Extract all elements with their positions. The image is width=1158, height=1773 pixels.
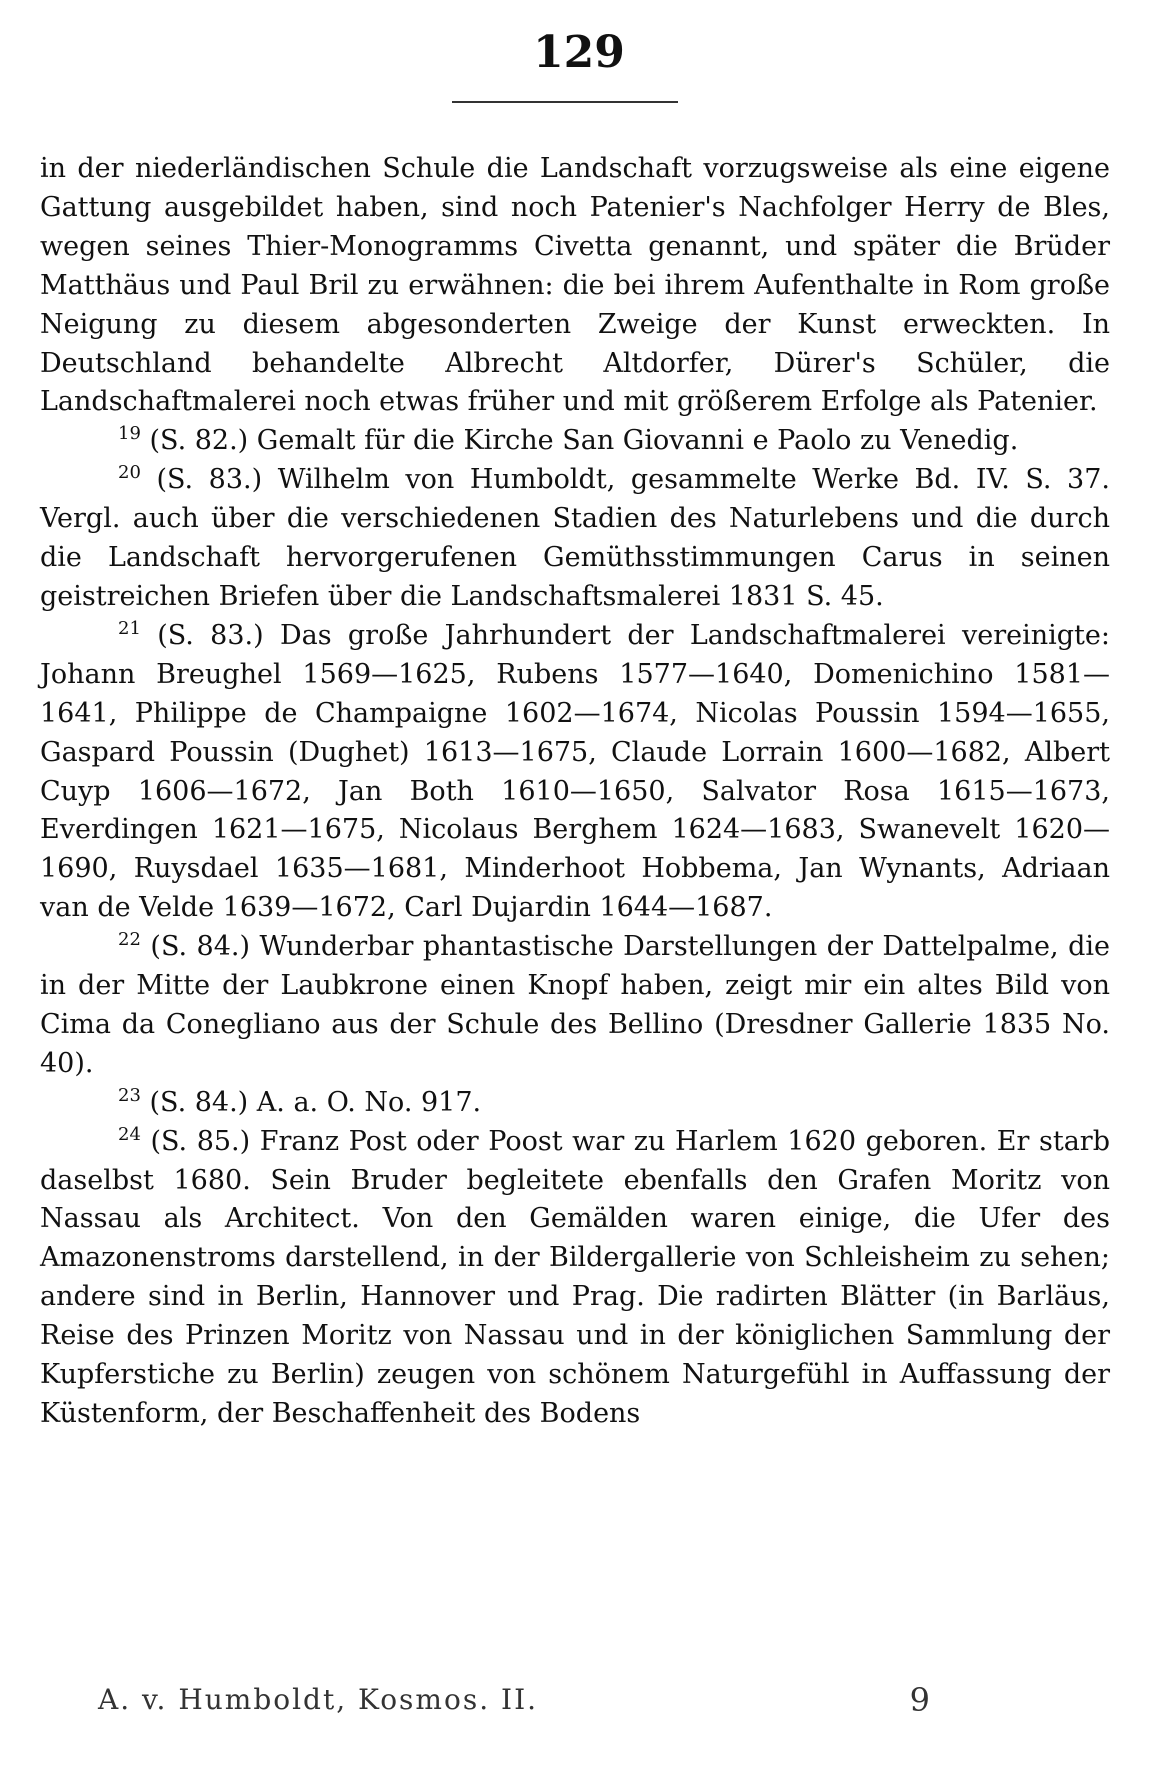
paragraph-text: in der niederländischen Schule die Landschaft vorzugsweise als eine eigene Gattung ausgebildet haben, sind noch Patenier's Nachfolger Herry de Bles, wegen seines Thier-Monogramms Civetta genannt, und später die Brüder Matthäus und Paul Bril zu erwähnen: die bei ihrem Aufenthalte in Rom große Neigung zu diesem abgesonderten Zweige der Kunst erweckten. In Deutschland behandelte Albrecht Altdorfer, Dürer's Schüler, die Landschaftmalerei noch etwas früher und mit größerem Erfolge als Patenier. bbox=[40, 153, 1110, 418]
header-rule bbox=[452, 101, 678, 103]
page-footer bbox=[98, 1680, 930, 1720]
footnote-number: 23 bbox=[118, 1084, 141, 1106]
footnote-text: (S. 84.) Wunderbar phantastische Darstellungen der Dattelpalme, die in der Mitte der Laubkrone einen Knopf haben, zeigt mir ein altes Bild von Cima da Conegliano aus der Schule des Bellino (Dresdner Gallerie 1835 No. 40). bbox=[40, 931, 1110, 1079]
footnote-21 bbox=[40, 617, 1110, 928]
footnote-number: 22 bbox=[118, 929, 141, 951]
footnote-19 bbox=[40, 422, 1110, 461]
footnote-number: 20 bbox=[118, 462, 141, 484]
footnotes-body bbox=[40, 150, 1110, 1434]
footnote-22 bbox=[40, 928, 1110, 1084]
footnote-text: (S. 82.) Gemalt für die Kirche San Giovanni e Paolo zu Venedig. bbox=[149, 425, 1019, 457]
footnote-number: 19 bbox=[118, 423, 141, 445]
footnote-text: (S. 84.) A. a. O. No. 917. bbox=[149, 1086, 482, 1118]
continued-paragraph bbox=[40, 150, 1110, 422]
sheet-number: 9 bbox=[909, 1681, 930, 1719]
footnote-text: (S. 83.) Das große Jahrhundert der Landschaftmalerei vereinigte: Johann Breughel 1569—1625, Rubens 1577—1640, Domenichino 1581—1641, Philippe de Champaigne 1602—1674, Nicolas Poussin 1594—1655, Gaspard Poussin (Dughet) 1613—1675, Claude Lorrain 1600—1682, Albert Cuyp 1606—1672, Jan Both 1610—1650, Salvator Rosa 1615—1673, Everdingen 1621—1675, Nicolaus Berghem 1624—1683, Swanevelt 1620—1690, Ruysdael 1635—1681, Minderhoot Hobbema, Jan Wynants, Adriaan van de Velde 1639—1672, Carl Dujardin 1644—1687. bbox=[40, 619, 1110, 924]
page-number: 129 bbox=[533, 27, 625, 78]
footnote-number: 21 bbox=[118, 617, 141, 639]
footnote-24 bbox=[40, 1123, 1110, 1434]
footnote-23 bbox=[40, 1084, 1110, 1123]
footnote-text: (S. 85.) Franz Post oder Poost war zu Harlem 1620 geboren. Er starb daselbst 1680. Sein Bruder begleitete ebenfalls den Grafen Moritz von Nassau als Architect. Von den Gemälden waren einige, die Ufer des Amazonenstroms darstellend, in der Bildergallerie von Schleisheim zu sehen; andere sind in Berlin, Hannover und Prag. Die radirten Blätter (in Barläus, Reise des Prinzen Moritz von Nassau und in der königlichen Sammlung der Kupferstiche zu Berlin) zeugen von schönem Naturgefühl in Auffassung der Küstenform, der Beschaffenheit des Bodens bbox=[40, 1125, 1110, 1429]
footnote-20 bbox=[40, 461, 1110, 617]
footnote-text: (S. 83.) Wilhelm von Humboldt, gesammelte Werke Bd. IV. S. 37. Vergl. auch über die verschiedenen Stadien des Naturlebens und die durch die Landschaft hervorgerufenen Gemüthsstimmungen Carus in seinen geistreichen Briefen über die Landschaftsmalerei 1831 S. 45. bbox=[40, 464, 1110, 612]
footnote-number: 24 bbox=[118, 1123, 141, 1145]
sheet-signature: A. v. Humboldt, Kosmos. II. bbox=[98, 1683, 539, 1716]
